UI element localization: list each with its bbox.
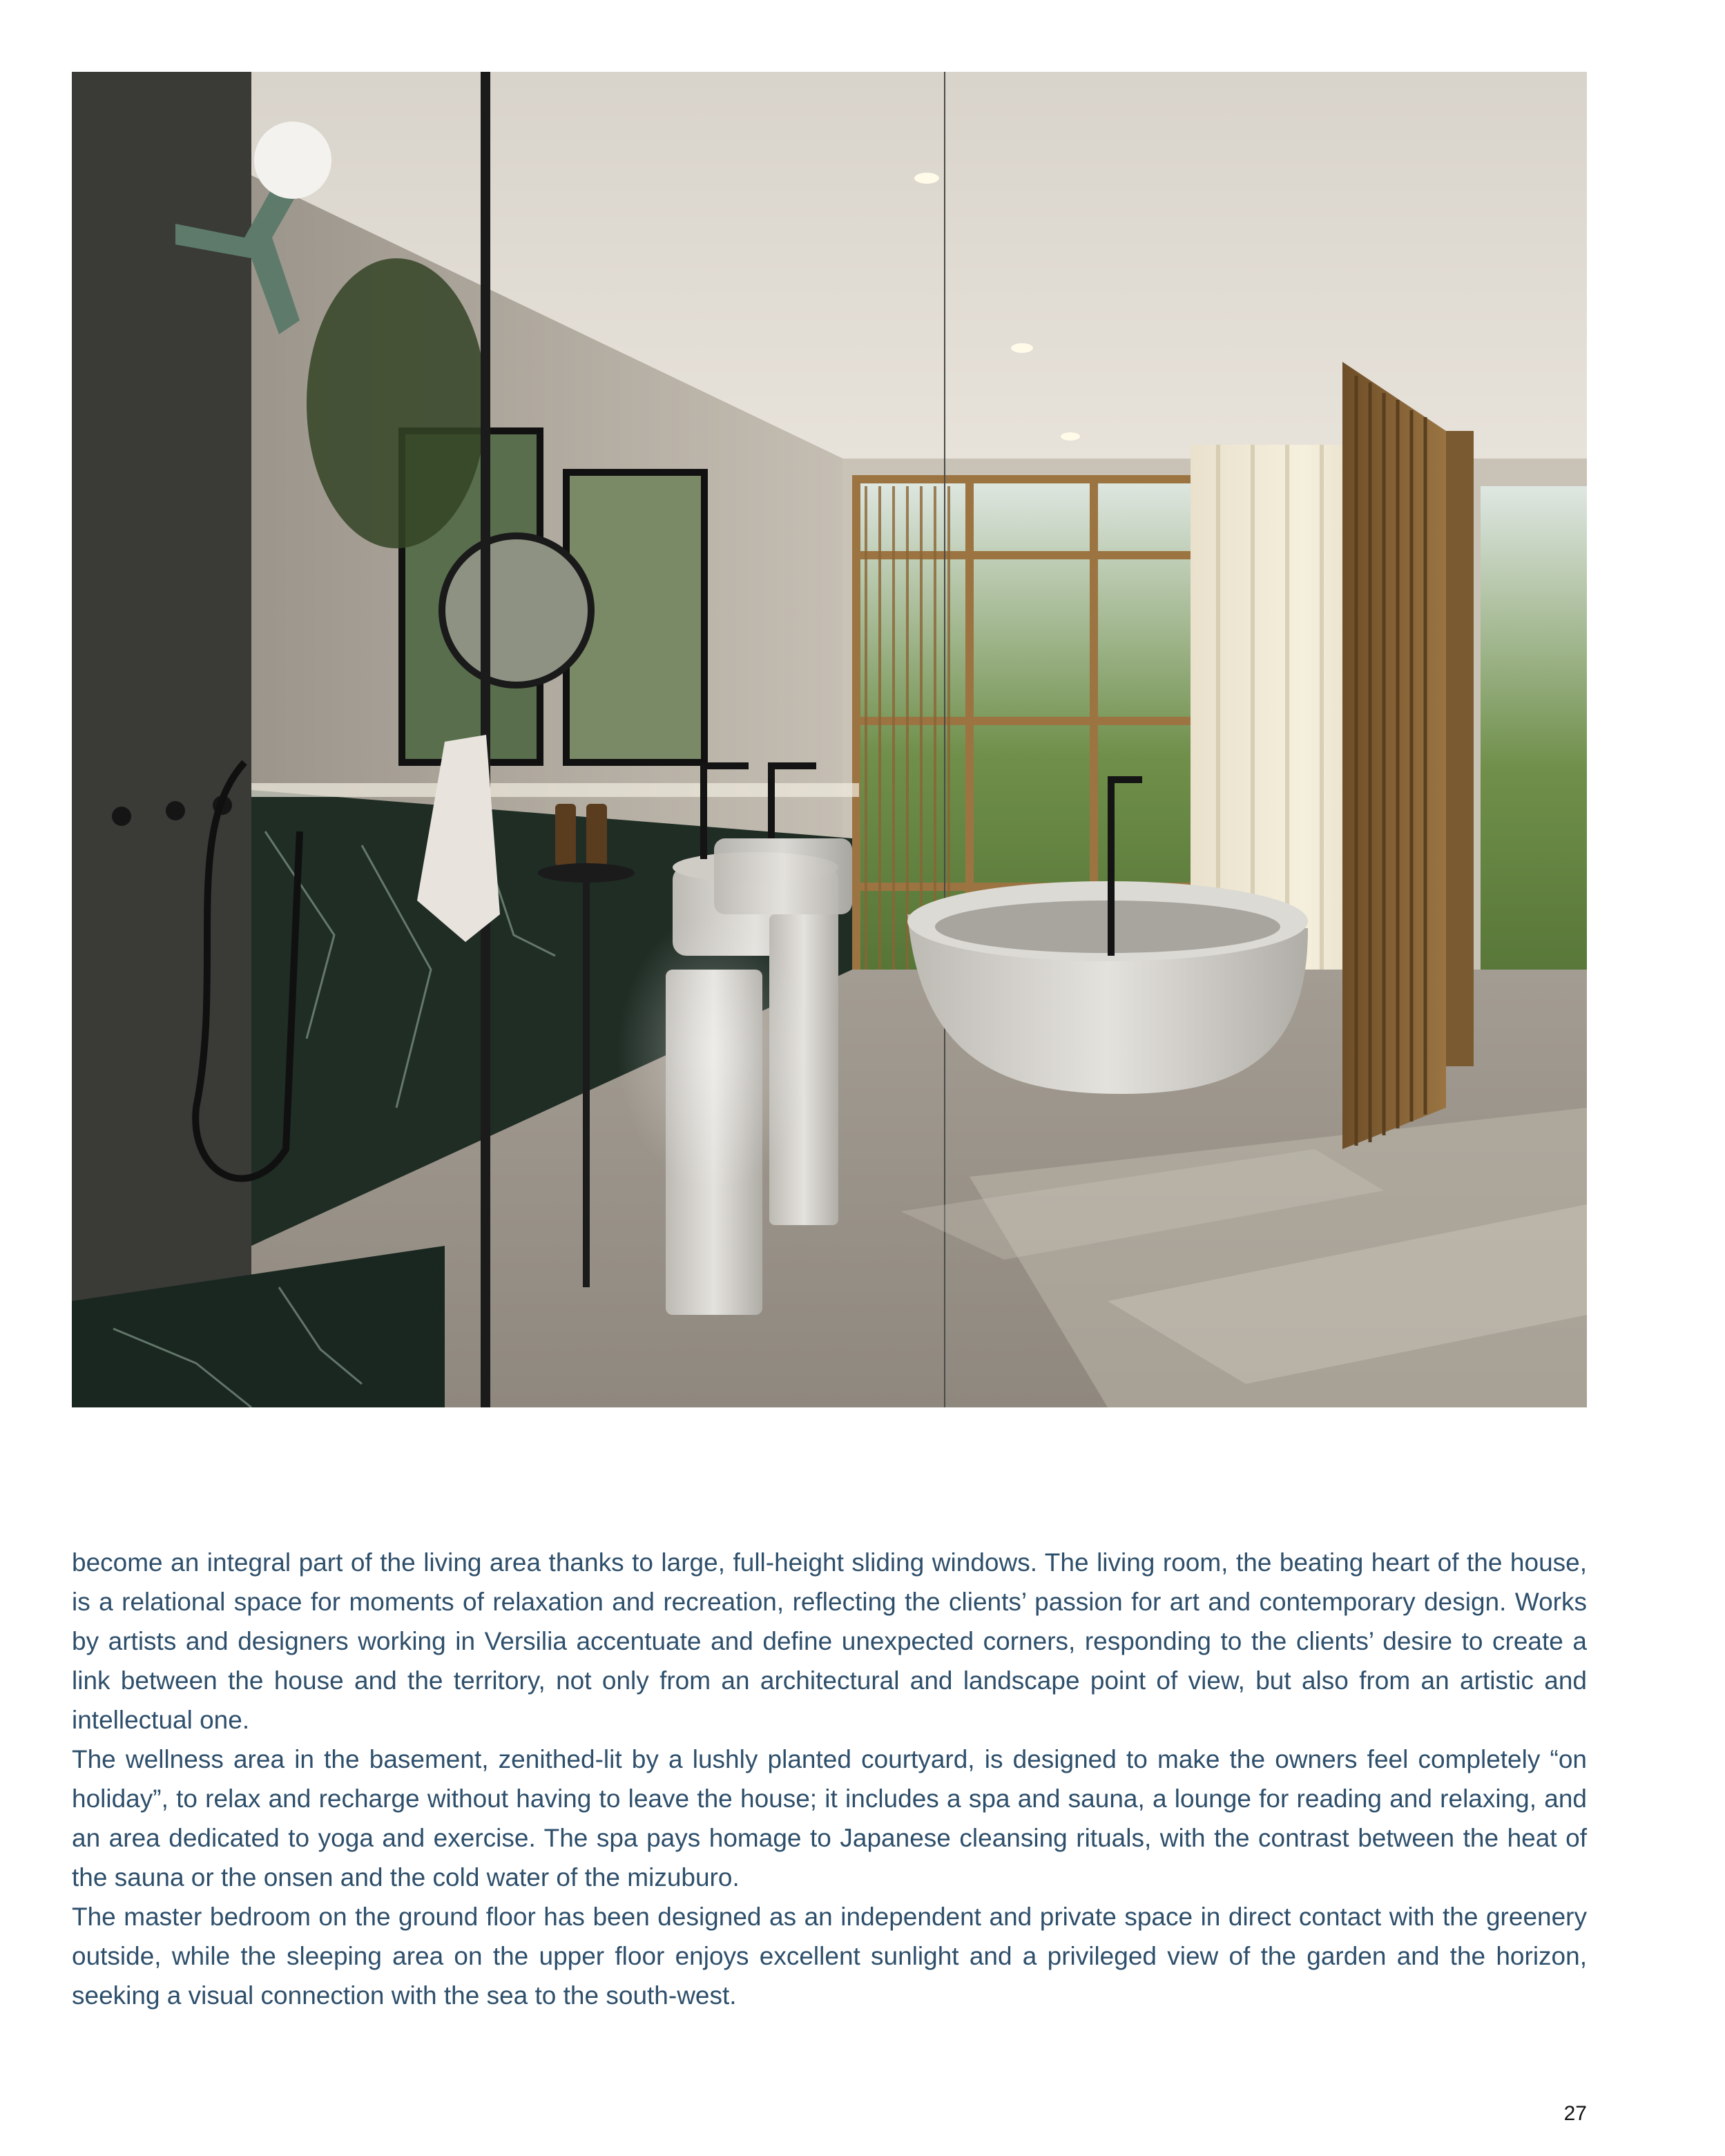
article-body <box>72 1543 1587 2015</box>
lamp-globe <box>254 122 331 199</box>
dark-wall <box>72 72 251 1407</box>
page-number: 27 <box>1563 2102 1587 2125</box>
paragraph: The master bedroom on the ground floor has been designed as an independent and private space in direct contact with the greenery outside, while the sleeping area on the upper floor enjoys excellent sunlight and a privileged view of the garden and the horizon, seeking a visual connection with the sea to the south-west. <box>72 1903 1587 2010</box>
round-mirror <box>442 536 591 685</box>
bathroom-photo <box>72 72 1587 1407</box>
paragraph: become an integral part of the living area thanks to large, full-height sliding windows. The living room, the beating heart of the house, is a relational space for moments of relaxation and recreation, reflecting the clients’ passion for art and contemporary design. Works by artists and designers working in Versilia accentuate and define unexpected corners, responding to the clients’ desire to create a link between the house and the territory, not only from an architectural and landscape point of view, but also from an artistic and intellectual one. <box>72 1548 1587 1734</box>
hanging-plant <box>307 258 486 548</box>
paragraph: The wellness area in the basement, zenithed-lit by a lushly planted courtyard, is designed to make the owners feel completely “on holiday”, to relax and recharge without having to leave the house; it includes a spa and sauna, a lounge for reading and relaxing, and an area dedicated to yoga and exercise. The spa pays homage to Japanese cleansing rituals, with the contrast between the heat of the sauna or the onsen and the cold water of the mizuburo. <box>72 1745 1587 1892</box>
